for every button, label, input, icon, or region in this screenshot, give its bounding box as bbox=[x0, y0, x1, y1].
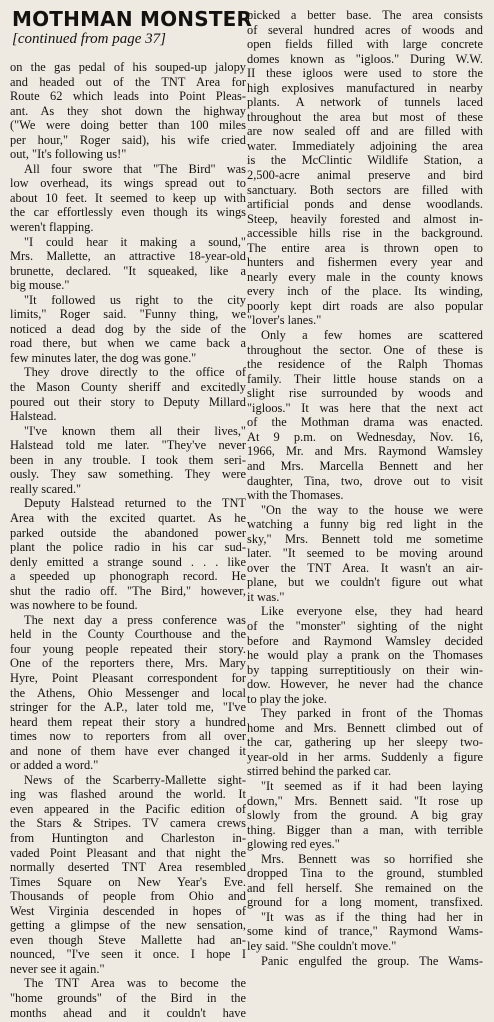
text-line: on the gas pedal of his souped-up jalopy bbox=[10, 60, 246, 74]
text-line: low overhead, its wings spread out to bbox=[10, 176, 246, 191]
text-line: Halstead told me later. "They've never bbox=[10, 438, 246, 453]
text-line: Route 62 which leads into Point Pleas- bbox=[10, 89, 246, 104]
text-line: 2,500-acre animal preserve and bird bbox=[247, 168, 483, 183]
text-line: picked a better base. The area consists bbox=[247, 8, 483, 22]
text-line: of several hundred acres of woods and bbox=[247, 22, 483, 37]
text-line: noticed a dead dog by the side of the bbox=[10, 321, 246, 336]
text-line: stringer for the A.P., later told me, "I've bbox=[10, 700, 246, 715]
text-line: ing was flashed around the world. It bbox=[10, 787, 246, 802]
text-line: high explosives manufactured in nearby bbox=[247, 80, 483, 95]
text-line: "It was as if the thing had her in bbox=[261, 909, 483, 924]
text-line: Thousands of people from Ohio and bbox=[10, 889, 246, 904]
text-line: a speeded up phonograph record. He bbox=[10, 569, 246, 584]
text-line: ley said. "She couldn't move." bbox=[247, 939, 397, 953]
text-line: plant the police radio in his car sud- bbox=[10, 540, 246, 555]
text-line: limits," Roger said. "Funny thing, we bbox=[10, 307, 246, 322]
text-line: of the "monster" sighting of the night bbox=[247, 618, 483, 633]
text-line: down," Mrs. Bennett said. "It rose up bbox=[247, 793, 483, 808]
text-line: brunette, declared. "It squeaked, like a bbox=[10, 263, 246, 278]
text-line: open fields filled with large concrete bbox=[247, 37, 483, 52]
text-line: plane, but we couldn't figure out what bbox=[247, 575, 483, 590]
text-line: "lover's lanes." bbox=[247, 313, 322, 328]
text-line: held in the County Courthouse and the bbox=[10, 627, 246, 642]
text-line: Deputy Halstead returned to the TNT bbox=[24, 496, 246, 511]
text-line: over the TNT Area. It wasn't an air- bbox=[247, 560, 483, 575]
text-line: heard them repeat their story a hundred bbox=[10, 714, 246, 729]
text-line: and none of them have ever changed it bbox=[10, 743, 246, 758]
text-line: every inch of the place. Its winding, bbox=[247, 284, 483, 299]
text-line: weren't flapping. bbox=[10, 220, 94, 235]
text-line: At 9 p.m. on Wednesday, Nov. 16, bbox=[247, 429, 483, 444]
text-line: water. Immediately adjoining the area bbox=[247, 138, 483, 153]
text-line: poorly kept dirt roads are also popular bbox=[247, 298, 483, 313]
text-line: The TNT Area was to become the bbox=[24, 976, 246, 991]
text-line: "On the way to the house we were bbox=[261, 502, 483, 517]
left-column bbox=[10, 60, 246, 1020]
text-line: it was." bbox=[247, 589, 285, 604]
text-line: the Athens, Ohio Messenger and local bbox=[10, 685, 246, 700]
text-line: watching a funny big red light in the bbox=[247, 517, 483, 532]
text-line: and headed out of the TNT Area for bbox=[10, 74, 246, 89]
text-line: road there, but when we came back a bbox=[10, 336, 246, 351]
text-line: later. "It seemed to be moving around bbox=[247, 546, 483, 561]
text-line: before and Raymond Wamsley decided bbox=[247, 633, 483, 648]
text-line: They drove directly to the office of bbox=[24, 365, 246, 380]
text-line: All four swore that "The Bird" was bbox=[24, 161, 246, 176]
text-line: four young people repeated their story. bbox=[10, 641, 246, 656]
text-line: the residence of the Ralph Thomas bbox=[247, 357, 483, 372]
text-line: big mouse." bbox=[10, 278, 70, 293]
text-line: hunters and fishermen every year and bbox=[247, 255, 483, 270]
text-line: from Huntington and Charleston in- bbox=[10, 830, 246, 845]
text-line: or added a word." bbox=[10, 758, 99, 773]
text-line: The next day a press conference was bbox=[24, 612, 246, 627]
text-line: Area with the excited quartet. As he bbox=[10, 510, 246, 525]
text-line: and Mrs. Marcella Bennett and her bbox=[247, 458, 483, 473]
text-line: Times Square on New Year's Eve. bbox=[10, 874, 246, 889]
article-title: MOTHMAN MONSTER bbox=[12, 7, 253, 31]
text-line: daughter, Tina, two, drove out to visit bbox=[247, 473, 483, 488]
text-line: getting a glimpse of the new sensation, bbox=[10, 918, 246, 933]
text-line: the car, gathering up her sleepy two- bbox=[247, 735, 483, 750]
text-line: II these igloos were used to store the bbox=[247, 66, 483, 81]
text-line: They parked in front of the Thomas bbox=[261, 706, 483, 721]
text-line: was nowhere to be found. bbox=[10, 598, 138, 613]
text-line: slowly from the ground. A big gray bbox=[247, 808, 483, 823]
text-line: plants. A network of tunnels laced bbox=[247, 95, 483, 110]
text-line: denly emitted a strange sound . . . like bbox=[10, 554, 246, 569]
right-column bbox=[247, 8, 483, 968]
text-line: the Stars & Stripes. TV camera crews bbox=[10, 816, 246, 831]
text-line: throughout the area but most of these bbox=[247, 109, 483, 124]
text-line: nounced, "I've seen it once. I hope I bbox=[10, 947, 246, 962]
text-line: thing. Bigger than a man, with terrible bbox=[247, 822, 483, 837]
text-line: Only a few homes are scattered bbox=[261, 328, 483, 343]
text-line: "I could hear it making a sound," bbox=[24, 234, 246, 249]
text-line: The entire area is thrown open to bbox=[247, 240, 483, 255]
text-line: vaded Point Pleasant and that night the bbox=[10, 845, 246, 860]
text-line: Panic engulfed the group. The Wams- bbox=[261, 953, 483, 968]
text-line: some kind of trance," Raymond Wams- bbox=[247, 924, 483, 939]
text-line: is the McClintic Wildlife Station, a bbox=[247, 153, 483, 168]
text-line: months ahead and it couldn't have bbox=[10, 1005, 246, 1020]
text-line: with the Thomases. bbox=[247, 488, 344, 503]
text-line: artificial ponds and dense woodlands. bbox=[247, 197, 483, 212]
text-line: throughout the sector. One of these is bbox=[247, 342, 483, 357]
text-line: he would play a prank on the Thomases bbox=[247, 648, 483, 663]
text-line: sanctuary. Both sectors are filled with bbox=[247, 182, 483, 197]
text-line: "It seemed as if it had been laying bbox=[261, 778, 483, 793]
text-line: few minutes later, the dog was gone." bbox=[10, 350, 197, 365]
text-line: "It followed us right to the city bbox=[24, 292, 246, 307]
text-line: "I've known them all their lives," bbox=[24, 423, 246, 438]
text-line: "home grounds" of the Bird in the bbox=[10, 991, 246, 1005]
text-line: the car effortlessly even though its wings bbox=[10, 205, 246, 220]
text-line: by tapping surreptitiously on their win- bbox=[247, 662, 483, 677]
text-line: even appeared in the Pacific edition of bbox=[10, 801, 246, 816]
text-line: ant. As they shot down the highway bbox=[10, 103, 246, 118]
text-line: sky," Mrs. Bennett told me sometime bbox=[247, 531, 483, 546]
text-line: ("We were doing better than 100 miles bbox=[10, 118, 246, 133]
text-line: Hyre, Point Pleasant correspondent for bbox=[10, 670, 246, 685]
text-line: "igloos." It was here that the next act bbox=[247, 400, 483, 415]
text-line: even though Steve Mallette had an- bbox=[10, 932, 246, 947]
text-line: Like everyone else, they had heard bbox=[261, 604, 483, 619]
text-line: parked outside the abandoned power bbox=[10, 525, 246, 540]
text-line: nearly every male in the county knows bbox=[247, 269, 483, 284]
text-line: the Mason County sheriff and excitedly bbox=[10, 380, 246, 395]
text-line: about 10 feet. It seemed to keep up with bbox=[10, 190, 246, 205]
text-line: News of the Scarberry-Mallette sight- bbox=[24, 772, 246, 787]
text-line: been in any trouble. I took them seri- bbox=[10, 452, 246, 467]
text-line: out, "It's following us!" bbox=[10, 147, 127, 162]
text-line: home and Mrs. Bennett climbed out of bbox=[247, 720, 483, 735]
text-line: and fell herself. She remained on the bbox=[247, 880, 483, 895]
text-line: never see it again." bbox=[10, 961, 105, 976]
text-line: Mrs. Mallette, an attractive 18-year-old bbox=[10, 249, 246, 264]
text-line: family. Their little house stands on a bbox=[247, 371, 483, 386]
text-line: One of the reporters there, Mrs. Mary bbox=[10, 656, 246, 671]
text-line: dropped Tina to the ground, stumbled bbox=[247, 866, 483, 881]
text-line: West Virginia descended in hopes of bbox=[10, 903, 246, 918]
text-line: slight rise surrounded by woods and bbox=[247, 386, 483, 401]
text-line: shut the radio off. "The Bird," however, bbox=[10, 583, 246, 598]
text-line: of the Mothman drama was enacted. bbox=[247, 415, 483, 430]
text-line: Halstead. bbox=[10, 409, 57, 424]
text-line: ground for a long moment, transfixed. bbox=[247, 895, 483, 910]
continued-note: [continued from page 37] bbox=[12, 31, 167, 47]
text-line: really scared." bbox=[10, 481, 82, 496]
text-line: to play the joke. bbox=[247, 691, 327, 706]
text-line: dow. However, he never had the chance bbox=[247, 677, 483, 692]
text-line: glowing red eyes." bbox=[247, 837, 340, 852]
text-line: stirred behind the parked car. bbox=[247, 764, 392, 779]
text-line: poured out their story to Deputy Millard bbox=[10, 394, 246, 409]
text-line: are now sealed off and are filled with bbox=[247, 124, 483, 139]
text-line: times now to reporters from all over bbox=[10, 729, 246, 744]
text-line: year-old in her arms. Suddenly a figure bbox=[247, 749, 483, 764]
text-line: per hour," Roger said), his wife cried bbox=[10, 132, 246, 147]
text-line: Steep, heavily forested and almost in- bbox=[247, 211, 483, 226]
text-line: Mrs. Bennett was so horrified she bbox=[261, 851, 483, 866]
text-line: 1966, Mr. and Mrs. Raymond Wamsley bbox=[247, 444, 483, 459]
text-line: ously. They saw something. They were bbox=[10, 467, 246, 482]
text-line: accessible hills rise in the background. bbox=[247, 226, 483, 241]
text-line: normally deserted TNT Area resembled bbox=[10, 860, 246, 875]
text-line: domes known as "igloos." During W.W. bbox=[247, 51, 483, 66]
